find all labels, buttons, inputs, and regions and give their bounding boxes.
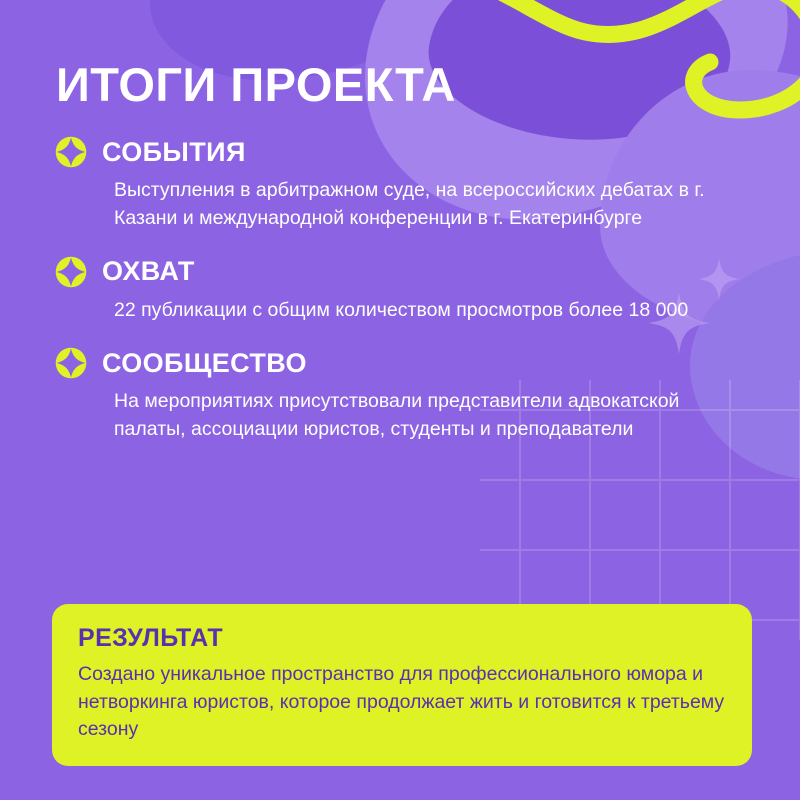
four-point-star-icon: [54, 346, 88, 380]
section-body: Выступления в арбитражном суде, на всероссийских дебатах в г. Казани и международной конференции в г. Екатеринбурге: [114, 179, 705, 230]
section-reach: [52, 255, 748, 325]
result-title: РЕЗУЛЬТАТ: [78, 624, 224, 652]
four-point-star-icon: [54, 255, 88, 289]
four-point-star-icon: [54, 135, 88, 169]
section-header: [54, 135, 748, 169]
section-title: СООБЩЕСТВО: [102, 347, 307, 378]
section-community: [52, 346, 748, 443]
section-header: [54, 346, 748, 380]
section-body: 22 публикации с общим количеством просмотров более 18 000: [114, 298, 689, 321]
section-title: СОБЫТИЯ: [102, 136, 246, 167]
section-title: ОХВАТ: [102, 256, 195, 287]
result-card: [52, 604, 752, 766]
section-body: На мероприятиях присутствовали представители адвокатской палаты, ассоциации юристов, студенты и преподаватели: [114, 390, 680, 441]
result-body: Создано уникальное пространство для профессионального юмора и нетворкинга юристов, которое продолжает жить и готовится к третьему сезону: [78, 663, 725, 741]
section-header: [54, 255, 748, 289]
section-events: [52, 135, 748, 232]
page-title: ИТОГИ ПРОЕКТА: [56, 58, 456, 111]
